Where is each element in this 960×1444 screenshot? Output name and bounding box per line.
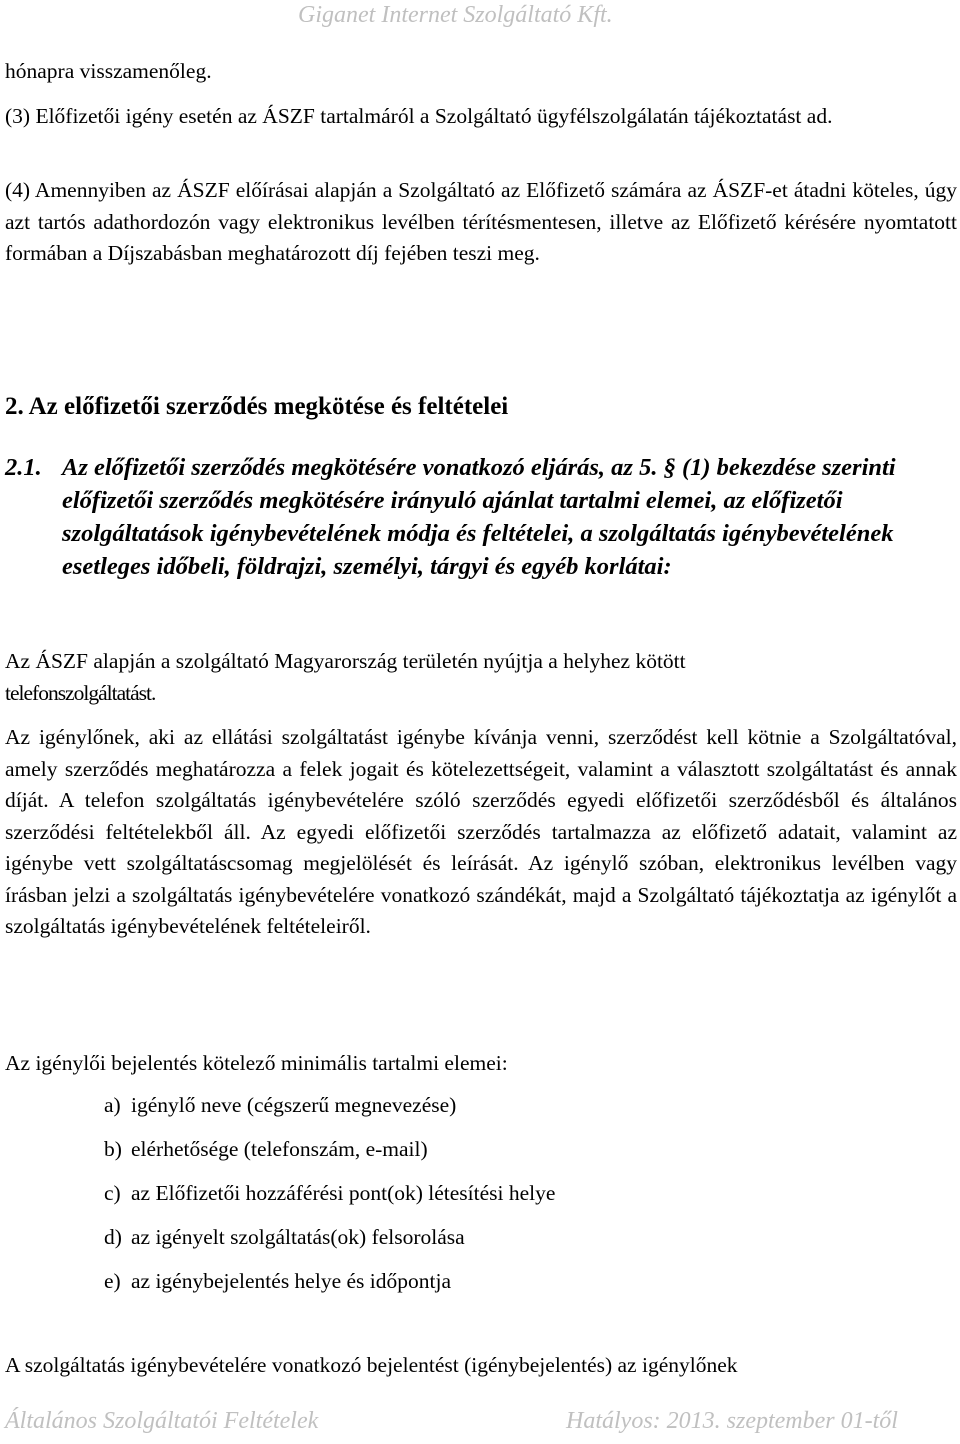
paragraph-min-elements: Az igénylői bejelentés kötelező minimális tartalmi elemei:: [5, 1051, 508, 1075]
subsection-title: Az előfizetői szerződés megkötésére vonatkozó eljárás, az 5. § (1) bekezdése szerinti előfizetői szerződés megkötésére irányuló ajánlat tartalmi elemei, az előfizetői szolgáltatások igénybevételének módja és feltételei, a szolgáltatás igénybevételének esetleges időbeli, földrajzi, személyi, tárgyi és egyéb korlátai:: [62, 454, 896, 580]
section-heading-2: 2. Az előfizetői szerződés megkötése és feltételei: [5, 393, 509, 420]
list-item: [104, 1090, 904, 1134]
paragraph-service-area-main: Az ÁSZF alapján a szolgáltató Magyarország területén nyújtja a helyhez kötött: [5, 649, 686, 673]
paragraph-service-area-last: telefonszolgáltatást.: [5, 680, 156, 705]
required-elements-list: [104, 1090, 904, 1310]
paragraph-request: A szolgáltatás igénybevételére vonatkozó bejelentést (igénybejelentés) az igénylőnek: [5, 1353, 738, 1377]
list-item-text: elérhetősége (telefonszám, e-mail): [131, 1137, 428, 1161]
footer-effective-date: Hatályos: 2013. szeptember 01-től: [566, 1408, 898, 1434]
paragraph-3: (3) Előfizetői igény esetén az ÁSZF tartalmáról a Szolgáltató ügyfélszolgálatán tájékoztatást ad.: [5, 104, 833, 128]
paragraph-service-area: [5, 646, 957, 709]
list-item: [104, 1266, 904, 1310]
paragraph-4: (4) Amennyiben az ÁSZF előírásai alapján a Szolgáltató az Előfizető számára az ÁSZF-et átadni köteles, úgy azt tartós adathordozón vagy elektronikus levélben térítésmentesen, illetve az Előfizető kérésére nyomtatott formában a Díjszabásban meghatározott díj fejében teszi meg.: [5, 178, 957, 265]
list-item-label: b): [104, 1137, 122, 1161]
paragraph-continuation: hónapra visszamenőleg.: [5, 59, 212, 83]
list-item-text: az igénybejelentés helye és időpontja: [131, 1269, 451, 1293]
page-header-company: Giganet Internet Szolgáltató Kft.: [298, 2, 613, 28]
list-item: [104, 1178, 904, 1222]
list-item: [104, 1222, 904, 1266]
paragraph-contract: Az igénylőnek, aki az ellátási szolgáltatást igénybe kívánja venni, szerződést kell kötnie a Szolgáltatóval, amely szerződés meghatározza a felek jogait és kötelezettségeit, valamint a választott szolgáltatást és annak díját. A telefon szolgáltatás igénybevételére szóló szerződés egyedi előfizetői szerződésből és általános szerződési feltételekből áll. Az egyedi előfizetői szerződés tartalmazza az előfizető adatait, valamint az igénybe vett szolgáltatáscsomag megjelölését és leírását. Az igénylő szóban, elektronikus levélben vagy írásban jelzi a szolgáltatás igénybevételére vonatkozó szándékát, majd a Szolgáltató tájékoztatja az igénylőt a szolgáltatás igénybevételének feltételeiről.: [5, 725, 957, 938]
list-item-label: d): [104, 1225, 122, 1249]
list-item-text: az Előfizetői hozzáférési pont(ok) létesítési helye: [131, 1181, 556, 1205]
list-item: [104, 1134, 904, 1178]
list-item-label: c): [104, 1181, 121, 1205]
footer-document-title: Általános Szolgáltatói Feltételek: [5, 1408, 319, 1434]
list-item-label: a): [104, 1093, 121, 1117]
list-item-label: e): [104, 1269, 121, 1293]
subsection-heading-2-1: [5, 451, 935, 583]
list-item-text: az igényelt szolgáltatás(ok) felsorolása: [131, 1225, 465, 1249]
subsection-number: 2.1.: [5, 454, 42, 481]
list-item-text: igénylő neve (cégszerű megnevezése): [131, 1093, 457, 1117]
